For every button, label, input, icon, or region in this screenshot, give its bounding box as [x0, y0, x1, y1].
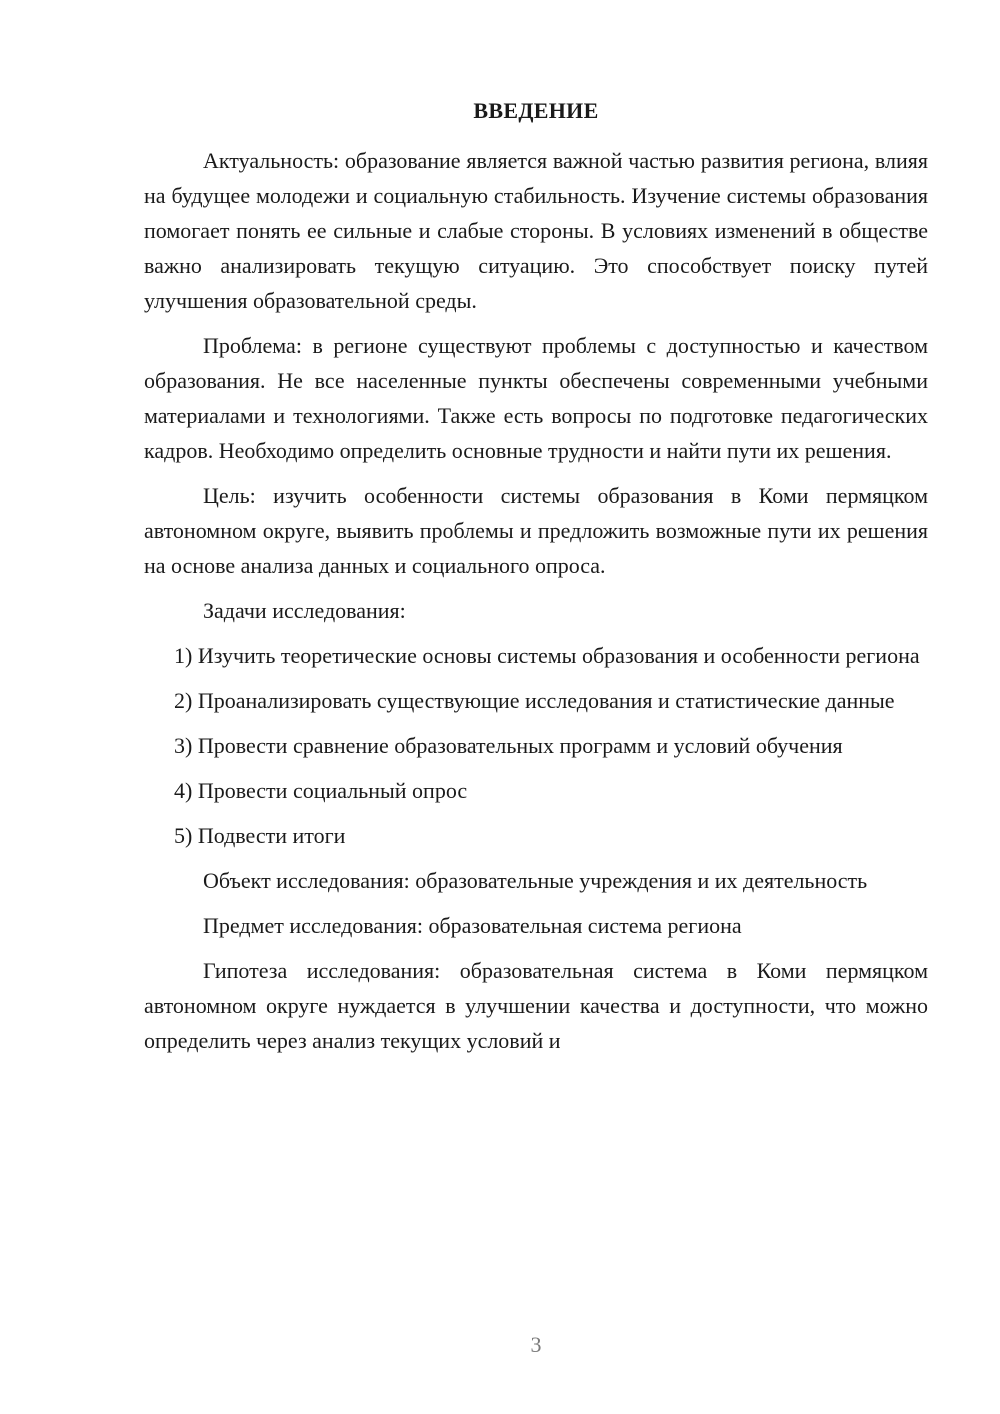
paragraph-subject: Предмет исследования: образовательная система региона: [203, 913, 742, 938]
paragraph-tasks-heading: Задачи исследования:: [203, 598, 406, 623]
section-heading: ВВЕДЕНИЕ: [473, 98, 599, 123]
paragraph-relevance: Актуальность: образование является важной частью развития региона, влияя на будущее молодежи и социальную стабильность. Изучение системы образования помогает понять ее сильные и слабые стороны. В условиях изменений в обществе важно анализировать текущую ситуацию. Это способствует поиску путей улучшения образовательной среды.: [144, 148, 928, 313]
paragraph-hypothesis: Гипотеза исследования: образовательная система в Коми пермяцком автономном округе нуждается в улучшении качества и доступности, что можно определить через анализ текущих условий и: [144, 958, 928, 1053]
page-number: 3: [530, 1332, 542, 1357]
task-item-4: 4) Провести социальный опрос: [174, 778, 468, 803]
task-item-5: 5) Подвести итоги: [174, 823, 346, 848]
task-item-3: 3) Провести сравнение образовательных программ и условий обучения: [174, 733, 843, 758]
document-body: [144, 143, 928, 1068]
task-item-2: 2) Проанализировать существующие исследования и статистические данные: [174, 688, 895, 713]
task-item-1: 1) Изучить теоретические основы системы образования и особенности региона: [174, 643, 920, 668]
paragraph-problem: Проблема: в регионе существуют проблемы с доступностью и качеством образования. Не все населенные пункты обеспечены современными учебными материалами и технологиями. Также есть вопросы по подготовке педагогических кадров. Необходимо определить основные трудности и найти пути их решения.: [144, 333, 928, 463]
paragraph-goal: Цель: изучить особенности системы образования в Коми пермяцком автономном округе, выявить проблемы и предложить возможные пути их решения на основе анализа данных и социального опроса.: [144, 483, 928, 578]
paragraph-object: Объект исследования: образовательные учреждения и их деятельность: [203, 868, 868, 893]
